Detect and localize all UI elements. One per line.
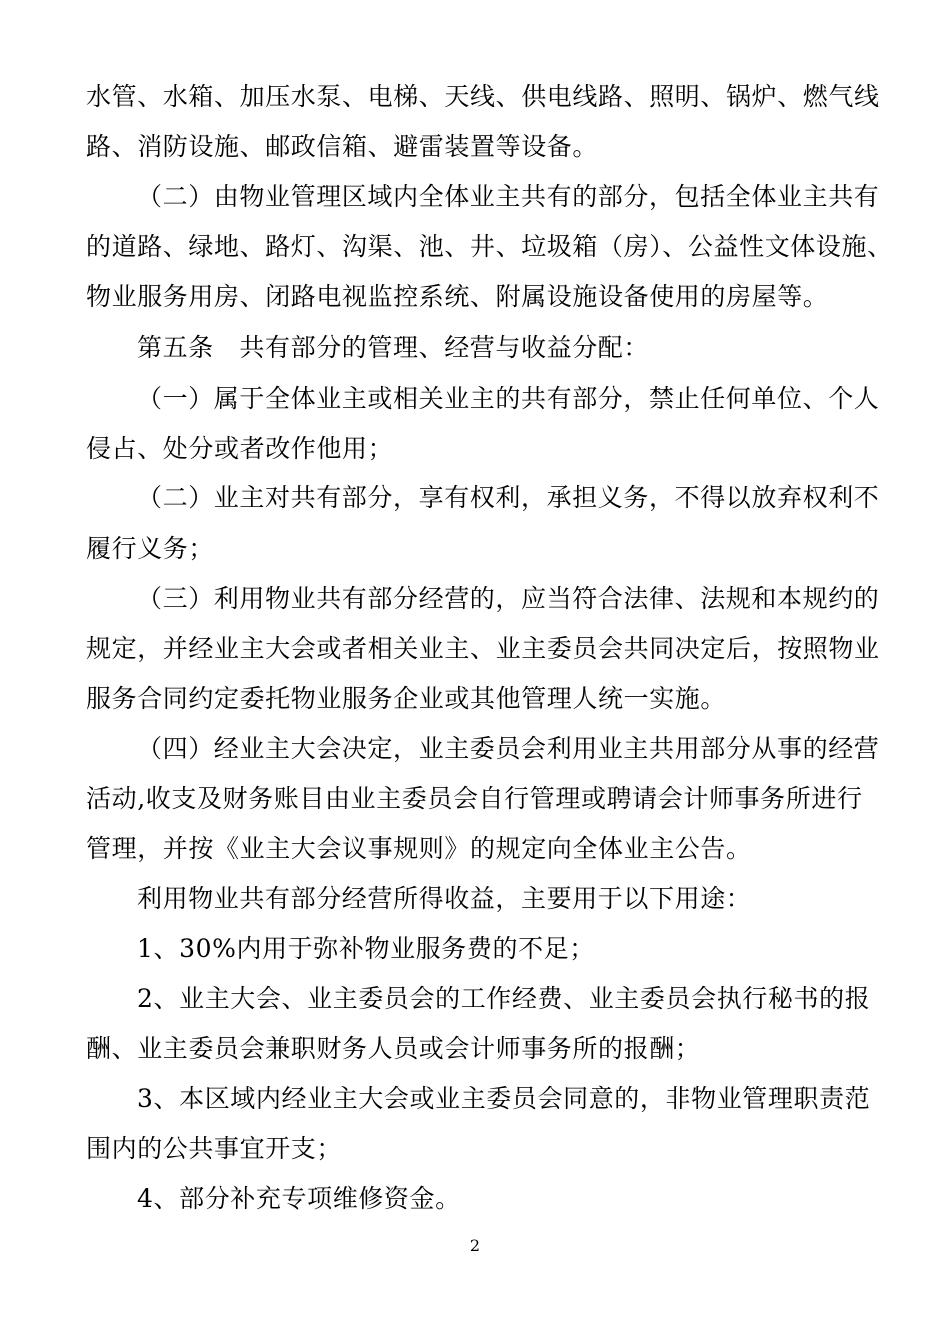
text-line: （二）业主对共有部分，享有权利，承担义务，不得以放弃权利不 bbox=[137, 483, 880, 512]
text-line: 物业服务用房、闭路电视监控系统、附属设施设备使用的房屋等。 bbox=[86, 282, 829, 311]
text-line: 酬、业主委员会兼职财务人员或会计师事务所的报酬； bbox=[86, 1034, 701, 1063]
text-line: （二）由物业管理区域内全体业主共有的部分，包括全体业主共有 bbox=[137, 182, 880, 211]
list-item: 4、部分补充专项维修资金。 bbox=[137, 1184, 461, 1213]
text-line: 活动,收支及财务账目由业主委员会自行管理或聘请会计师事务所进行 bbox=[86, 784, 863, 813]
text-line: （三）利用物业共有部分经营的，应当符合法律、法规和本规约的 bbox=[137, 584, 880, 613]
list-item: 1、30%内用于弥补物业服务费的不足； bbox=[137, 934, 595, 963]
text-line: 服务合同约定委托物业服务企业或其他管理人统一实施。 bbox=[86, 684, 727, 713]
text-line: 利用物业共有部分经营所得收益，主要用于以下用途： bbox=[137, 884, 752, 913]
text-line: 管理，并按《业主大会议事规则》的规定向全体业主公告。 bbox=[86, 834, 752, 863]
text-line: （四）经业主大会决定，业主委员会利用业主共用部分从事的经营 bbox=[137, 734, 880, 763]
text-line: 履行义务； bbox=[86, 534, 215, 563]
page-number: 2 bbox=[469, 1236, 481, 1255]
list-item: 2、业主大会、业主委员会的工作经费、业主委员会执行秘书的报 bbox=[137, 984, 871, 1013]
article-heading: 第五条 共有部分的管理、经营与收益分配： bbox=[137, 333, 650, 362]
list-item: 3、本区域内经业主大会或业主委员会同意的，非物业管理职责范 bbox=[137, 1084, 871, 1113]
text-line: 水管、水箱、加压水泵、电梯、天线、供电线路、照明、锅炉、燃气线 bbox=[86, 82, 880, 111]
text-line: 侵占、处分或者改作他用； bbox=[86, 434, 394, 463]
text-line: 规定，并经业主大会或者相关业主、业主委员会共同决定后，按照物业 bbox=[86, 634, 880, 663]
text-line: 的道路、绿地、路灯、沟渠、池、井、垃圾箱（房）、公益性文体设施、 bbox=[86, 232, 893, 261]
text-line: 路、消防设施、邮政信箱、避雷装置等设备。 bbox=[86, 132, 599, 161]
text-line: 围内的公共事宜开支； bbox=[86, 1134, 343, 1163]
text-line: （一）属于全体业主或相关业主的共有部分，禁止任何单位、个人 bbox=[137, 384, 880, 413]
